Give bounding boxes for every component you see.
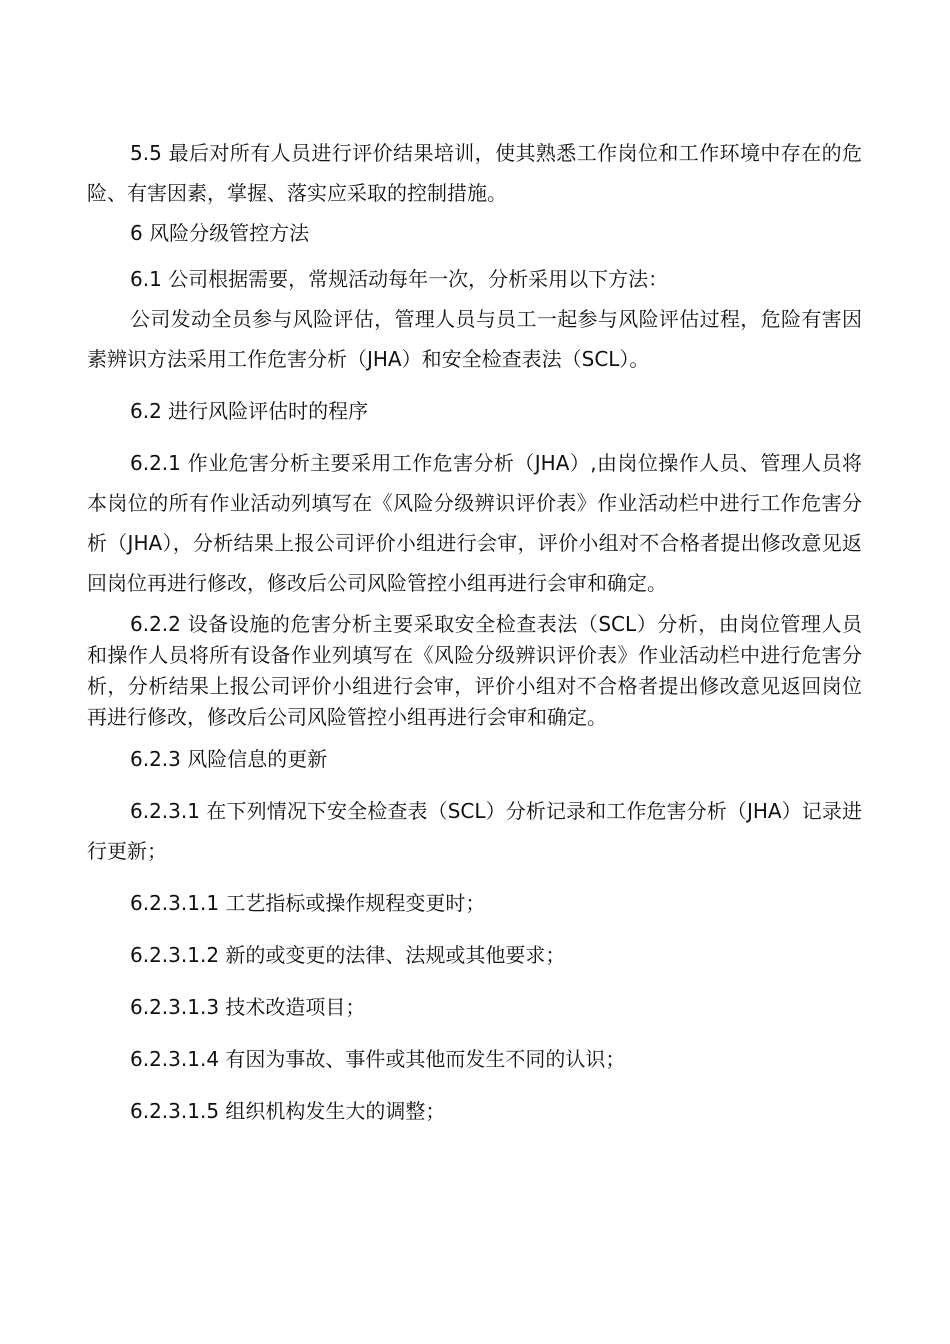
list-item-6-2-3-1-4: 6.2.3.1.4 有因为事故、事件或其他而发生不同的认识；	[130, 1047, 626, 1071]
list-item-6-2-3-1-5: 6.2.3.1.5 组织机构发生大的调整；	[130, 1099, 446, 1123]
paragraph-6-2-1: 6.2.1 作业危害分析主要采用工作危害分析（JHA）,由岗位操作人员、管理人员将本岗位的所有作业活动列填写在《风险分级辨识评价表》作业活动栏中进行工作危害分析（JHA），分析结果上报公司评价小组进行会审，评价小组对不合格者提出修改意见返回岗位再进行修改，修改后公司风险管控小组再进行会审和确定。	[87, 451, 862, 595]
paragraph-6-2-3: 6.2.3 风险信息的更新	[130, 747, 328, 771]
paragraph-6-2: 6.2 进行风险评估时的程序	[130, 399, 369, 423]
list-item-6-2-3-1-2: 6.2.3.1.2 新的或变更的法律、法规或其他要求；	[130, 943, 566, 967]
section-heading-6: 6 风险分级管控方法	[130, 221, 310, 245]
paragraph-6-2-3-1: 6.2.3.1 在下列情况下安全检查表（SCL）分析记录和工作危害分析（JHA）记录进行更新；	[87, 799, 862, 863]
paragraph-6-2-2: 6.2.2 设备设施的危害分析主要采取安全检查表法（SCL）分析，由岗位管理人员和操作人员将所有设备作业列填写在《风险分级辨识评价表》作业活动栏中进行危害分析，分析结果上报公司评价小组进行会审，评价小组对不合格者提出修改意见返回岗位再进行修改，修改后公司风险管控小组再进行会审和确定。	[87, 612, 862, 729]
paragraph-6-1: 6.1 公司根据需要，常规活动每年一次，分析采用以下方法：	[130, 267, 669, 291]
list-item-6-2-3-1-3: 6.2.3.1.3 技术改造项目；	[130, 995, 366, 1019]
list-item-6-2-3-1-1: 6.2.3.1.1 工艺指标或操作规程变更时；	[130, 891, 486, 915]
paragraph-6-1-body: 公司发动全员参与风险评估，管理人员与员工一起参与风险评估过程，危险有害因素辨识方法采用工作危害分析（JHA）和安全检查表法（SCL）。	[87, 307, 862, 371]
paragraph-5-5: 5.5 最后对所有人员进行评价结果培训，使其熟悉工作岗位和工作环境中存在的危险、有害因素，掌握、落实应采取的控制措施。	[87, 141, 862, 205]
document-body	[87, 133, 862, 1131]
